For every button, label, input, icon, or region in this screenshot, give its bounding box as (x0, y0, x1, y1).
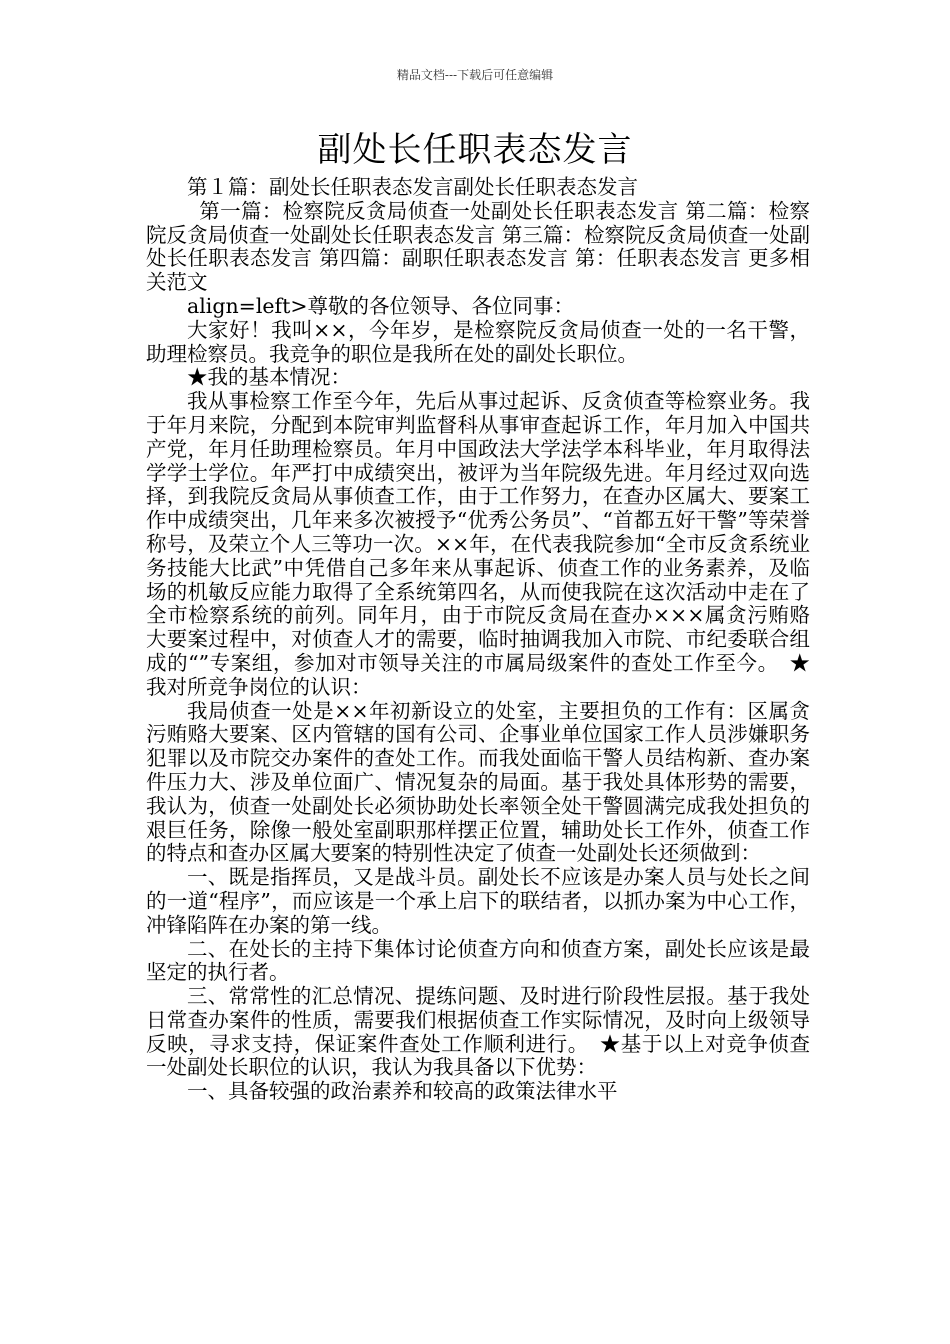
paragraph-basic-info: 我从事检察工作至今年，先后从事过起诉、反贪侦查等检察业务。我于年月来院，分配到本院审判监督科从事审查起诉工作，年月加入中国共产党，年月任助理检察员。年月中国政法大学法学本科毕业，年月取得法学学士学位。年严打中成绩突出，被评为当年院级先进。年月经过双向选择，到我院反贪局从事侦查工作，由于工作努力，在查办区属大、要案工作中成绩突出，几年来多次被授予“优秀公务员”、“首都五好干警”等荣誉称号，及荣立个人三等功一次。××年，在代表我院参加“全市反贪系统业务技能大比武”中凭借自己多年来从事起诉、侦查工作的业务素养，及临场的机敏反应能力取得了全系统第四名，从而使我院在这次活动中走在了全市检察系统的前列。同年月，由于市院反贪局在查办×××属贪污贿赂大要案过程中，对侦查人才的需要，临时抽调我加入市院、市纪委联合组成的“”专案组，参加对市领导关注的市属局级案件的查处工作至今。 ★我对所竞争岗位的认识： (146, 389, 810, 699)
paragraph-point-3: 三、常常性的汇总情况、提练问题、及时进行阶段性层报。基于我处日常查办案件的性质，需要我们根据侦查工作实际情况，及时向上级领导反映，寻求支持，保证案件查处工作顺利进行。 ★基于以上对竞争侦查一处副处长职位的认识，我认为我具备以下优势： (146, 984, 810, 1080)
paragraph-position-understanding: 我局侦查一处是××年初新设立的处室，主要担负的工作有：区属贪污贿赂大要案、区内管辖的国有公司、企事业单位国家工作人员涉嫌职务犯罪以及市院交办案件的查处工作。而我处面临干警人员结构新、查办案件压力大、涉及单位面广、情况复杂的局面。基于我处具体形势的需要，我认为，侦查一处副处长必须协助处长率领全处干警圆满完成我处担负的艰巨任务，除像一般处室副职那样摆正位置，辅助处长工作外，侦查工作的特点和查办区属大要案的特别性决定了侦查一处副处长还须做到： (146, 698, 810, 866)
paragraph-point-1: 一、既是指挥员，又是战斗员。副处长不应该是办案人员与处长之间的一道“程序”，而应该是一个承上启下的联结者，以抓办案为中心工作，冲锋陷阵在办案的第一线。 (146, 865, 810, 937)
paragraph-intro: 大家好！我叫××，今年岁，是检察院反贪局侦查一处的一名干警，助理检察员。我竞争的职位是我所在处的副处长职位。 (146, 317, 810, 366)
paragraph-subtitle: 第１篇：副处长任职表态发言副处长任职表态发言 (187, 175, 638, 199)
paragraph-advantage-1: 一、具备较强的政治素养和较高的政策法律水平 (187, 1079, 618, 1104)
paragraph-heading-basic-info: ★我的基本情况： (187, 365, 351, 390)
header-note: 精品文档---下载后可任意编辑 (396, 68, 554, 82)
paragraph-salutation: align=left>尊敬的各位领导、各位同事： (187, 293, 575, 318)
document-title: 副处长任职表态发言 (317, 130, 633, 170)
paragraph-point-2: 二、在处长的主持下集体讨论侦查方向和侦查方案，副处长应该是最坚定的执行者。 (146, 936, 810, 985)
paragraph-toc: 第一篇：检察院反贪局侦查一处副处长任职表态发言 第二篇：检察院反贪局侦查一处副处长任职表态发言 第三篇：检察院反贪局侦查一处副处长任职表态发言 第四篇：副职任职表态发言 第：任职表态发言 更多相关范文 (146, 198, 810, 295)
document-body (146, 176, 810, 1104)
